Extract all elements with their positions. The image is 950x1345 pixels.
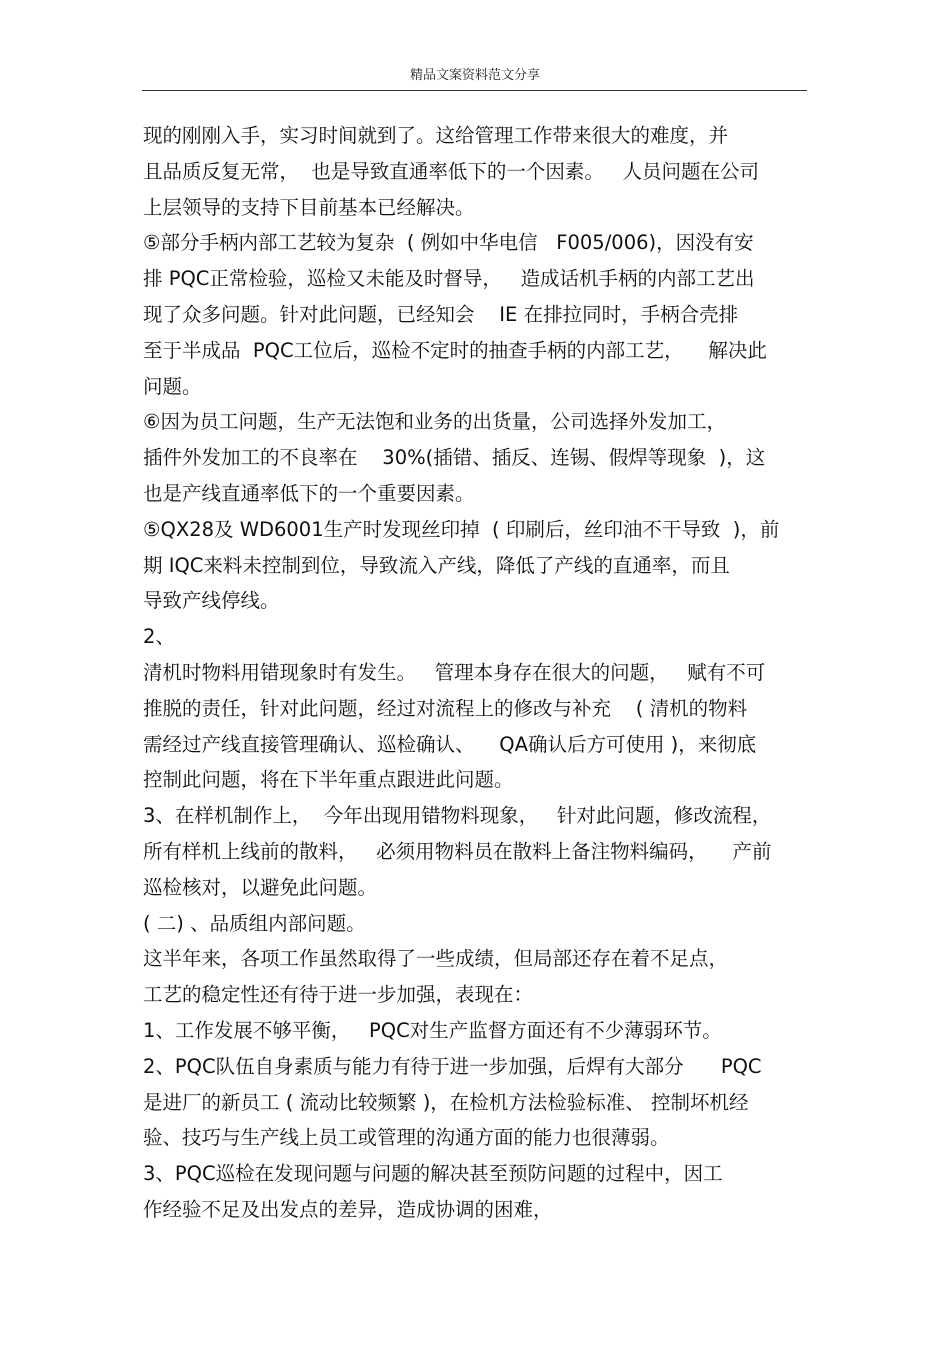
text-line: 是进厂的新员工 ( 流动比较频繁 )，在检机方法检验标准、 控制坏机经	[143, 1090, 749, 1114]
document-body	[143, 118, 813, 1228]
text-line: 这半年来，各项工作虽然取得了一些成绩，但局部还存在着不足点，	[143, 947, 729, 971]
text-line: 且品质反复无常， 也是导致直通率低下的一个因素。 人员问题在公司	[143, 159, 759, 183]
text-line: 3、PQC巡检在发现问题与问题的解决甚至预防问题的过程中，因工	[143, 1162, 723, 1186]
text-line: 现的刚刚入手，实习时间就到了。这给管理工作带来很大的难度，并	[143, 124, 729, 147]
text-line: 上层领导的支持下目前基本已经解决。	[143, 195, 475, 219]
text-line: 验、技巧与生产线上员工或管理的沟通方面的能力也很薄弱。	[143, 1126, 670, 1150]
text-line: 排 PQC正常检验，巡检又未能及时督导， 造成话机手柄的内部工艺出	[143, 267, 755, 291]
text-line: 1、工作发展不够平衡， PQC对生产监督方面还有不少薄弱环节。	[143, 1018, 722, 1042]
text-line: 至于半成品 PQC工位后，巡检不定时的抽查手柄的内部工艺， 解决此	[143, 338, 767, 362]
text-line: 控制此问题，将在下半年重点跟进此问题。	[143, 768, 514, 792]
text-line: 所有样机上线前的散料， 必须用物料员在散料上备注物料编码， 产前	[143, 839, 772, 863]
text-line: ⑥因为员工问题，生产无法饱和业务的出货量，公司选择外发加工，	[143, 410, 726, 434]
text-line: ⑤QX28及 WD6001生产时发现丝印掉 ( 印刷后，丝印油不干导致 )，前	[143, 517, 780, 541]
text-line: 期 IQC来料未控制到位，导致流入产线，降低了产线的直通率，而且	[143, 553, 730, 577]
text-line: 推脱的责任，针对此问题，经过对流程上的修改与补充 ( 清机的物料	[143, 696, 748, 720]
page-header: 精品文案资料范文分享	[409, 68, 540, 83]
text-line: 工艺的稳定性还有待于进一步加强，表现在：	[143, 983, 534, 1007]
text-line: 清机时物料用错现象时有发生。 管理本身存在很大的问题， 赋有不可	[143, 660, 766, 684]
text-line: 插件外发加工的不良率在 30%(插错、插反、连锡、假焊等现象 )，这	[143, 446, 766, 470]
text-line: 也是产线直通率低下的一个重要因素。	[143, 481, 475, 505]
text-line: 现了众多问题。针对此问题，已经知会 IE 在排拉同时，手柄合壳排	[143, 302, 739, 326]
text-line: 作经验不足及出发点的差异，造成协调的困难，	[143, 1197, 553, 1221]
text-line: 3、在样机制作上， 今年出现用错物料现象， 针对此问题，修改流程，	[143, 804, 772, 828]
text-line: ( 二) 、品质组内部问题。	[143, 911, 366, 935]
header-divider	[142, 90, 807, 91]
text-line: 巡检核对，以避免此问题。	[143, 875, 378, 899]
text-line: 2、	[143, 625, 175, 649]
text-line: 导致产线停线。	[143, 589, 280, 613]
text-line: 问题。	[143, 374, 202, 398]
text-line: 2、PQC队伍自身素质与能力有待于进一步加强，后焊有大部分 PQC	[143, 1054, 762, 1078]
text-line: ⑤部分手柄内部工艺较为复杂 ( 例如中华电信 F005/006)，因没有安	[143, 231, 754, 255]
text-line: 需经过产线直接管理确认、巡检确认、 QA确认后方可使用 )，来彻底	[143, 732, 757, 756]
